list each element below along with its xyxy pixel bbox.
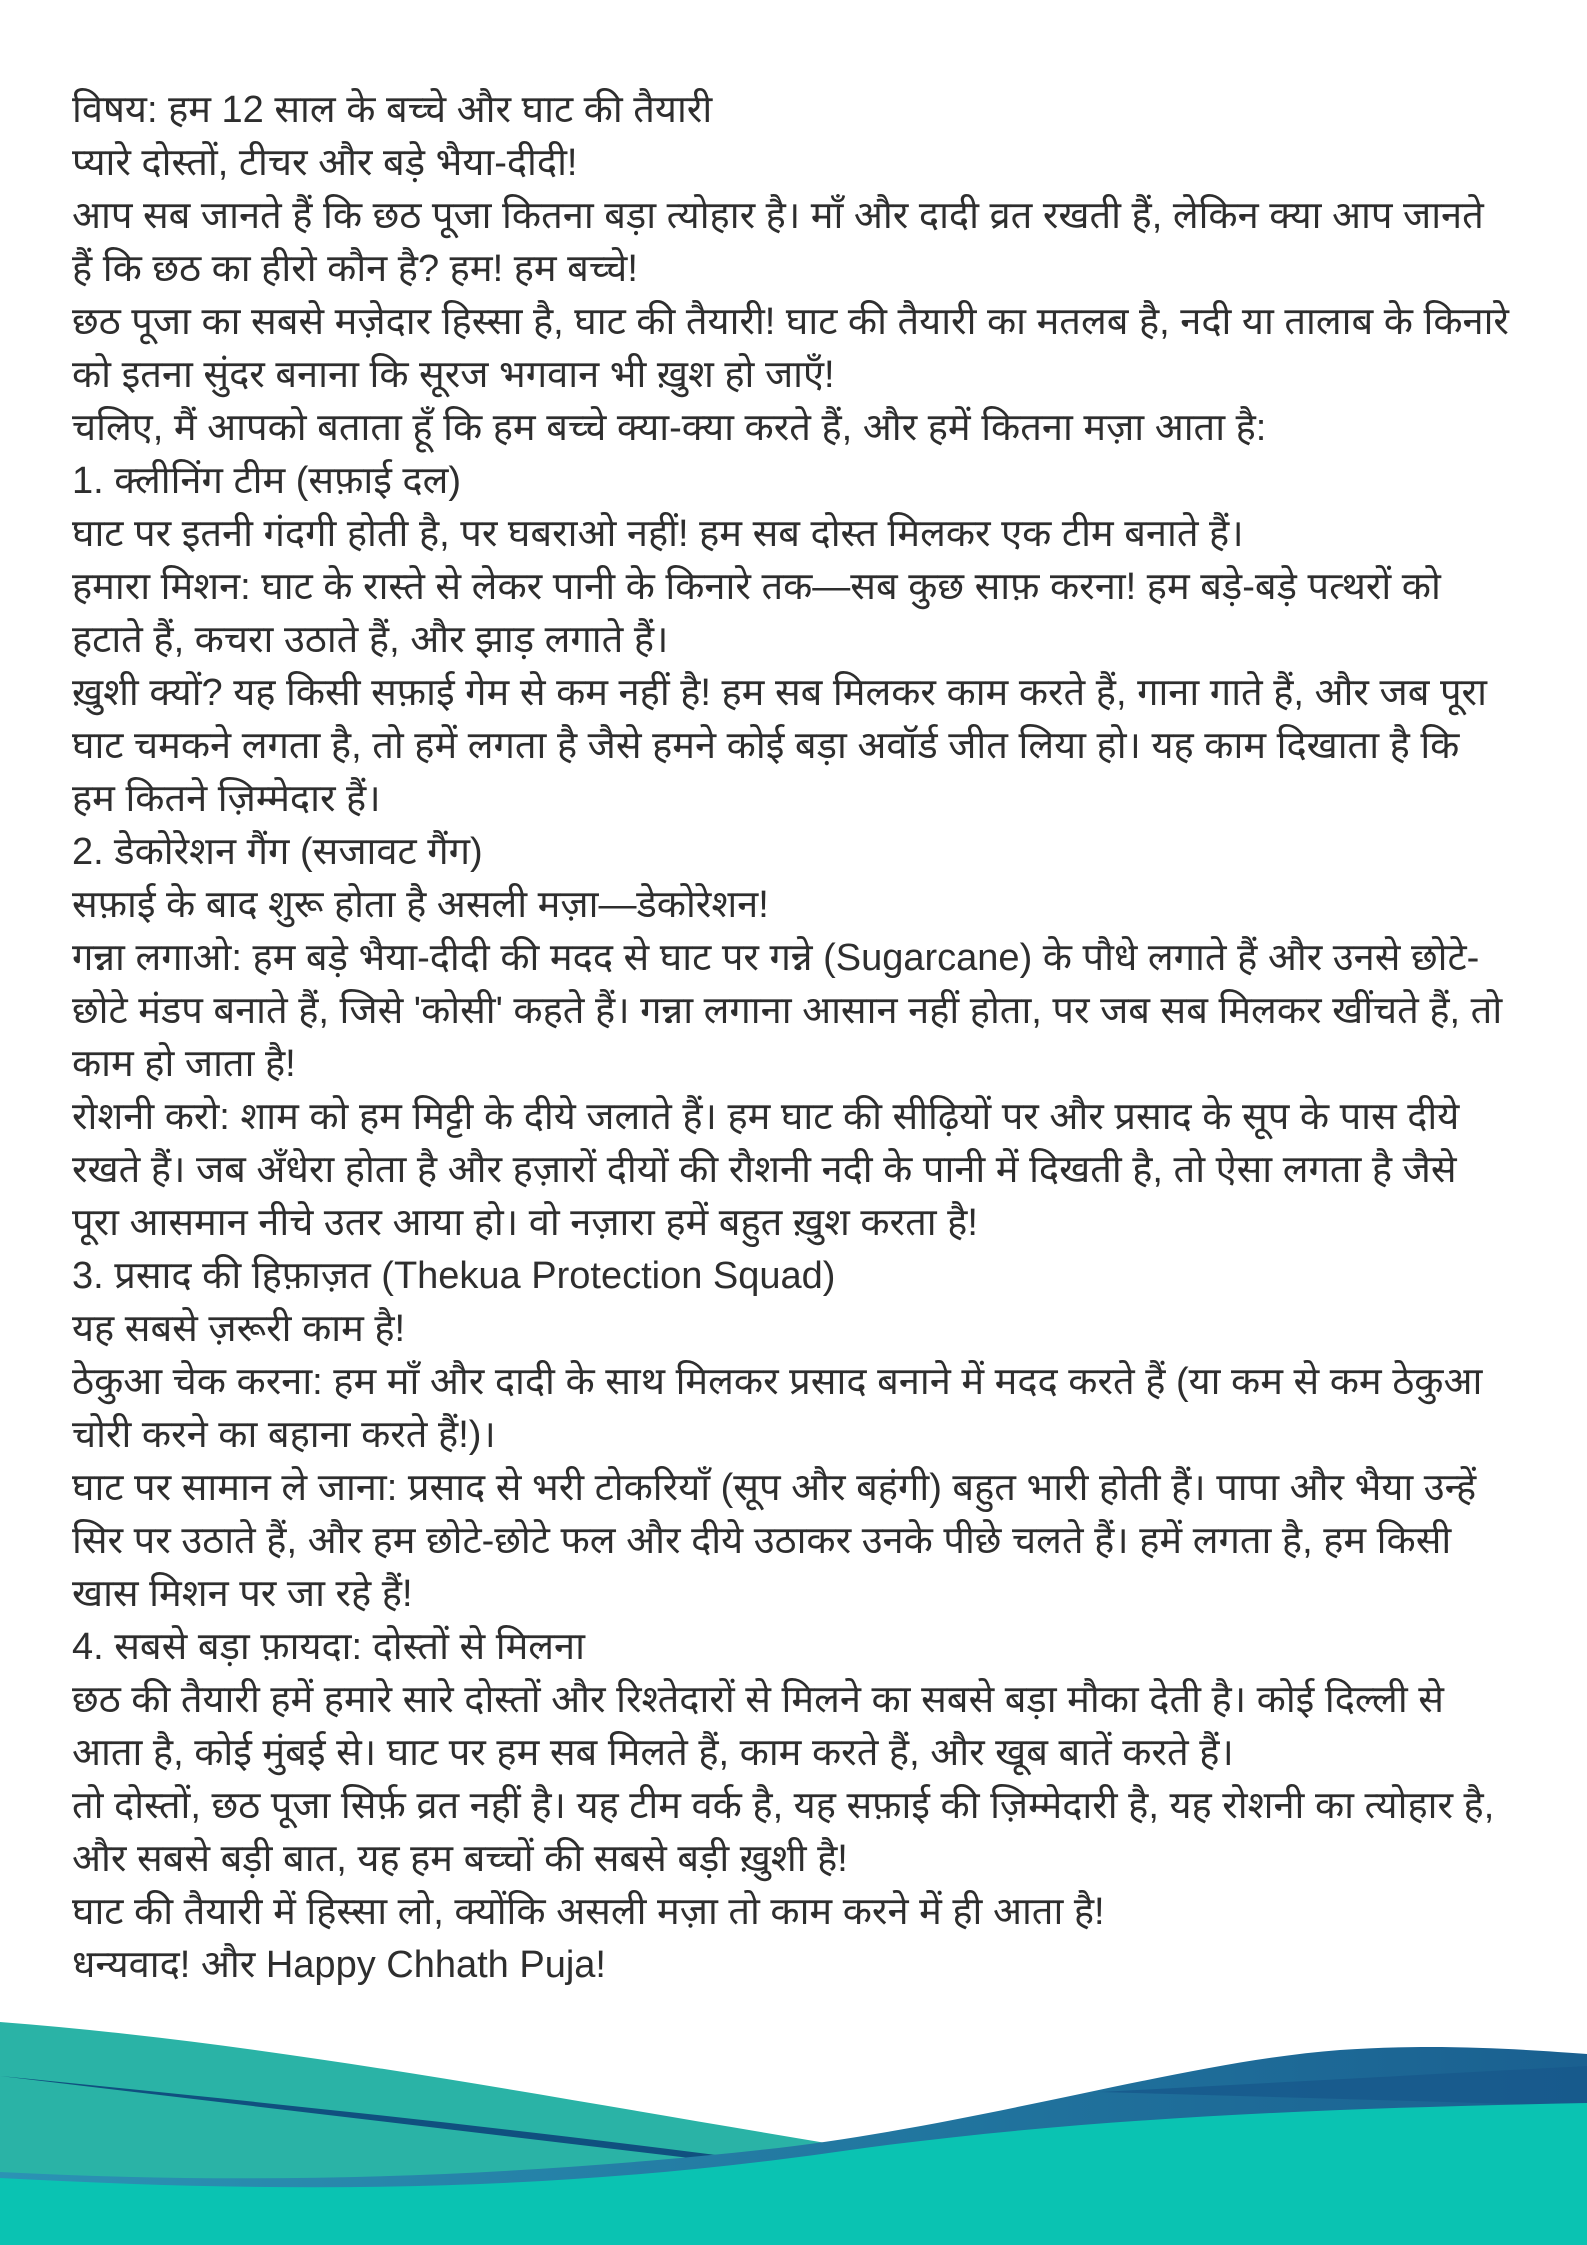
paragraph: रोशनी करो: शाम को हम मिट्टी के दीये जलाते हैं। हम घाट की सीढ़ियों पर और प्रसाद के सूप के पास दीये रखते हैं। जब अँधेरा होता है और हज़ारों दीयों की रौशनी नदी के पानी में दिखती है, तो ऐसा लगता है जैसे पूरा आसमान नीचे उतर आया हो। वो नज़ारा हमें बहुत ख़ुश करता है! — [72, 1096, 1460, 1244]
paragraph: सफ़ाई के बाद शुरू होता है असली मज़ा—डेकोरेशन! — [72, 884, 769, 926]
paragraph: यह सबसे ज़रूरी काम है! — [72, 1308, 406, 1350]
paragraph: 2. डेकोरेशन गैंग (सजावट गैंग) — [72, 831, 483, 873]
paragraph: 3. प्रसाद की हिफ़ाज़त (Thekua Protection Squad) — [72, 1255, 836, 1297]
paragraph: गन्ना लगाओ: हम बड़े भैया-दीदी की मदद से घाट पर गन्ने (Sugarcane) के पौधे लगाते हैं और उनसे छोटे-छोटे मंडप बनाते हैं, जिसे 'कोसी' कहते हैं। गन्ना लगाना आसान नहीं होता, पर जब सब मिलकर खींचते हैं, तो काम हो जाता है! — [72, 937, 1503, 1085]
paragraph: आप सब जानते हैं कि छठ पूजा कितना बड़ा त्योहार है। माँ और दादी व्रत रखती हैं, लेकिन क्या आप जानते हैं कि छठ का हीरो कौन है? हम! हम बच्चे! — [72, 195, 1484, 290]
paragraph: धन्यवाद! और Happy Chhath Puja! — [72, 1944, 606, 1986]
paragraph: विषय: हम 12 साल के बच्चे और घाट की तैयारी — [72, 89, 713, 131]
footer-wave-decoration — [0, 2010, 1587, 2245]
paragraph: चलिए, मैं आपको बताता हूँ कि हम बच्चे क्या-क्या करते हैं, और हमें कितना मज़ा आता है: — [72, 407, 1267, 449]
paragraph: घाट की तैयारी में हिस्सा लो, क्योंकि असली मज़ा तो काम करने में ही आता है! — [72, 1891, 1105, 1933]
paragraph: घाट पर इतनी गंदगी होती है, पर घबराओ नहीं! हम सब दोस्त मिलकर एक टीम बनाते हैं। — [72, 513, 1244, 555]
letter-body — [72, 84, 1512, 1992]
paragraph: 1. क्लीनिंग टीम (सफ़ाई दल) — [72, 460, 462, 502]
paragraph: छठ पूजा का सबसे मज़ेदार हिस्सा है, घाट की तैयारी! घाट की तैयारी का मतलब है, नदी या तालाब के किनारे को इतना सुंदर बनाना कि सूरज भगवान भी ख़ुश हो जाएँ! — [72, 301, 1509, 396]
paragraph: 4. सबसे बड़ा फ़ायदा: दोस्तों से मिलना — [72, 1626, 585, 1668]
paragraph: छठ की तैयारी हमें हमारे सारे दोस्तों और रिश्तेदारों से मिलने का सबसे बड़ा मौका देती है। कोई दिल्ली से आता है, कोई मुंबई से। घाट पर हम सब मिलते हैं, काम करते हैं, और खूब बातें करते हैं। — [72, 1679, 1444, 1774]
paragraph: ठेकुआ चेक करना: हम माँ और दादी के साथ मिलकर प्रसाद बनाने में मदद करते हैं (या कम से कम ठेकुआ चोरी करने का बहाना करते हैं!)। — [72, 1361, 1483, 1456]
paragraph: तो दोस्तों, छठ पूजा सिर्फ़ व्रत नहीं है। यह टीम वर्क है, यह सफ़ाई की ज़िम्मेदारी है, यह रोशनी का त्योहार है, और सबसे बड़ी बात, यह हम बच्चों की सबसे बड़ी ख़ुशी है! — [72, 1785, 1495, 1880]
paragraph: हमारा मिशन: घाट के रास्ते से लेकर पानी के किनारे तक—सब कुछ साफ़ करना! हम बड़े-बड़े पत्थरों को हटाते हैं, कचरा उठाते हैं, और झाड़ लगाते हैं। — [72, 566, 1441, 661]
paragraph: प्यारे दोस्तों, टीचर और बड़े भैया-दीदी! — [72, 142, 578, 184]
paragraph: ख़ुशी क्यों? यह किसी सफ़ाई गेम से कम नहीं है! हम सब मिलकर काम करते हैं, गाना गाते हैं, और जब पूरा घाट चमकने लगता है, तो हमें लगता है जैसे हमने कोई बड़ा अवॉर्ड जीत लिया हो। यह काम दिखाता है कि हम कितने ज़िम्मेदार हैं। — [72, 672, 1487, 820]
paragraph: घाट पर सामान ले जाना: प्रसाद से भरी टोकरियाँ (सूप और बहंगी) बहुत भारी होती हैं। पापा और भैया उन्हें सिर पर उठाते हैं, और हम छोटे-छोटे फल और दीये उठाकर उनके पीछे चलते हैं। हमें लगता है, हम किसी खास मिशन पर जा रहे हैं! — [72, 1467, 1477, 1615]
